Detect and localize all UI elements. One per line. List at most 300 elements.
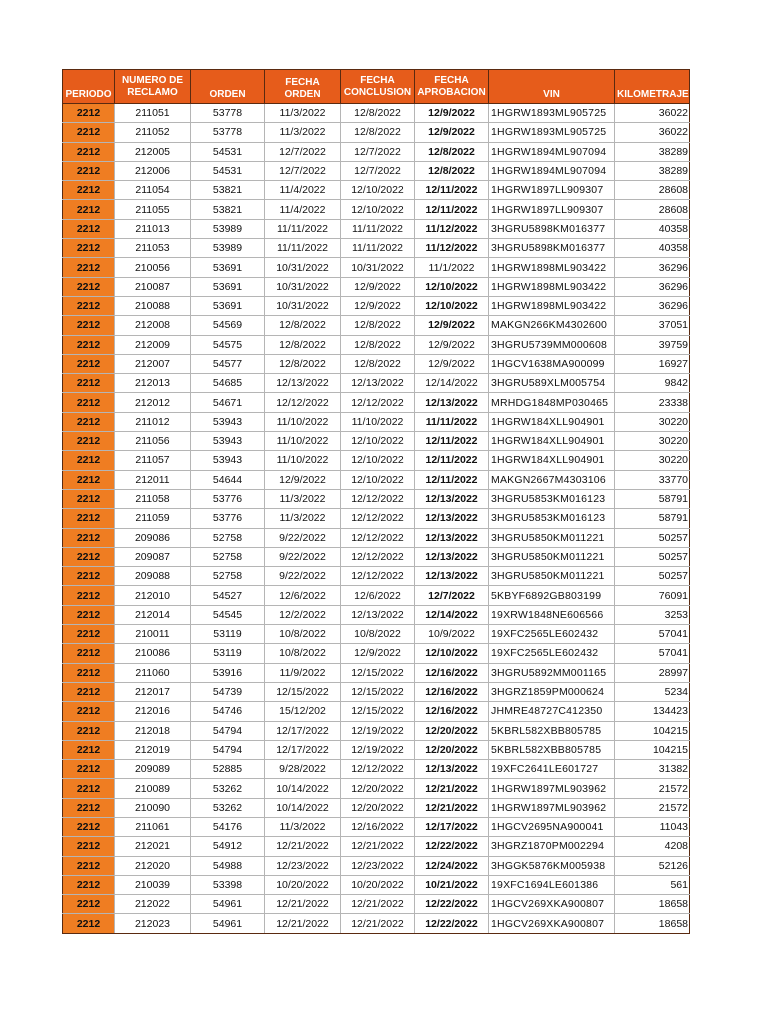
cell-orden: 54176	[191, 817, 265, 836]
cell-reclamo: 209086	[115, 528, 191, 547]
col-header-vin: VIN	[489, 70, 615, 104]
cell-fecha-orden: 11/9/2022	[265, 663, 341, 682]
cell-fecha-conclusion: 12/8/2022	[341, 335, 415, 354]
cell-kilometraje: 11043	[615, 817, 690, 836]
cell-orden: 52758	[191, 528, 265, 547]
cell-orden: 53989	[191, 239, 265, 258]
cell-fecha-conclusion: 12/21/2022	[341, 895, 415, 914]
cell-kilometraje: 50257	[615, 528, 690, 547]
table-row	[63, 528, 690, 547]
table-row	[63, 740, 690, 759]
table-row	[63, 123, 690, 142]
cell-fecha-conclusion: 12/10/2022	[341, 200, 415, 219]
cell-orden: 53119	[191, 644, 265, 663]
cell-reclamo: 212013	[115, 374, 191, 393]
cell-orden: 54961	[191, 895, 265, 914]
cell-fecha-conclusion: 10/20/2022	[341, 875, 415, 894]
cell-fecha-aprobacion: 12/13/2022	[415, 567, 489, 586]
cell-vin: 19XRW1848NE606566	[489, 605, 615, 624]
cell-kilometraje: 57041	[615, 625, 690, 644]
cell-reclamo: 211053	[115, 239, 191, 258]
cell-fecha-aprobacion: 12/7/2022	[415, 586, 489, 605]
cell-kilometraje: 36296	[615, 258, 690, 277]
cell-fecha-orden: 12/8/2022	[265, 354, 341, 373]
cell-fecha-conclusion: 12/8/2022	[341, 354, 415, 373]
cell-fecha-aprobacion: 12/11/2022	[415, 432, 489, 451]
cell-orden: 53916	[191, 663, 265, 682]
cell-kilometraje: 39759	[615, 335, 690, 354]
cell-orden: 54545	[191, 605, 265, 624]
cell-fecha-aprobacion: 12/11/2022	[415, 200, 489, 219]
cell-vin: 3HGRU5850KM011221	[489, 547, 615, 566]
cell-periodo: 2212	[63, 104, 115, 123]
cell-periodo: 2212	[63, 200, 115, 219]
cell-fecha-orden: 11/3/2022	[265, 489, 341, 508]
cell-vin: 1HGRW1897ML903962	[489, 779, 615, 798]
cell-vin: 1HGRW1898ML903422	[489, 296, 615, 315]
cell-fecha-aprobacion: 12/9/2022	[415, 104, 489, 123]
cell-fecha-aprobacion: 12/16/2022	[415, 682, 489, 701]
cell-fecha-aprobacion: 12/13/2022	[415, 489, 489, 508]
cell-reclamo: 212008	[115, 316, 191, 335]
cell-kilometraje: 50257	[615, 547, 690, 566]
cell-fecha-orden: 10/20/2022	[265, 875, 341, 894]
cell-fecha-orden: 12/8/2022	[265, 316, 341, 335]
cell-periodo: 2212	[63, 470, 115, 489]
cell-fecha-orden: 12/7/2022	[265, 142, 341, 161]
cell-vin: 5KBRL582XBB805785	[489, 740, 615, 759]
cell-periodo: 2212	[63, 740, 115, 759]
cell-periodo: 2212	[63, 895, 115, 914]
cell-orden: 54527	[191, 586, 265, 605]
cell-kilometraje: 30220	[615, 432, 690, 451]
cell-vin: 1HGRW1898ML903422	[489, 277, 615, 296]
cell-reclamo: 211051	[115, 104, 191, 123]
cell-orden: 54575	[191, 335, 265, 354]
cell-fecha-aprobacion: 12/17/2022	[415, 817, 489, 836]
cell-periodo: 2212	[63, 663, 115, 682]
cell-vin: 1HGRW1897LL909307	[489, 181, 615, 200]
col-header-periodo: PERIODO	[63, 70, 115, 104]
table-row	[63, 104, 690, 123]
cell-reclamo: 212021	[115, 837, 191, 856]
cell-vin: 3HGRU5898KM016377	[489, 219, 615, 238]
cell-periodo: 2212	[63, 567, 115, 586]
cell-fecha-orden: 9/22/2022	[265, 547, 341, 566]
table-row	[63, 567, 690, 586]
cell-reclamo: 212014	[115, 605, 191, 624]
cell-vin: MAKGN2667M4303106	[489, 470, 615, 489]
cell-kilometraje: 16927	[615, 354, 690, 373]
cell-fecha-aprobacion: 12/10/2022	[415, 277, 489, 296]
cell-fecha-orden: 10/14/2022	[265, 779, 341, 798]
cell-fecha-orden: 10/14/2022	[265, 798, 341, 817]
table-row	[63, 181, 690, 200]
cell-orden: 54746	[191, 702, 265, 721]
table-row	[63, 856, 690, 875]
cell-kilometraje: 58791	[615, 489, 690, 508]
cell-kilometraje: 38289	[615, 161, 690, 180]
table-row	[63, 239, 690, 258]
cell-reclamo: 210039	[115, 875, 191, 894]
table-row	[63, 142, 690, 161]
table-row	[63, 547, 690, 566]
cell-fecha-aprobacion: 11/11/2022	[415, 412, 489, 431]
cell-fecha-aprobacion: 12/8/2022	[415, 161, 489, 180]
table-row	[63, 875, 690, 894]
cell-orden: 54531	[191, 161, 265, 180]
cell-fecha-orden: 11/11/2022	[265, 219, 341, 238]
cell-vin: 3HGRU5853KM016123	[489, 489, 615, 508]
cell-reclamo: 211054	[115, 181, 191, 200]
cell-reclamo: 212007	[115, 354, 191, 373]
cell-fecha-orden: 12/9/2022	[265, 470, 341, 489]
cell-fecha-orden: 10/31/2022	[265, 296, 341, 315]
cell-fecha-conclusion: 12/8/2022	[341, 104, 415, 123]
cell-reclamo: 212022	[115, 895, 191, 914]
cell-fecha-orden: 11/10/2022	[265, 451, 341, 470]
cell-kilometraje: 104215	[615, 740, 690, 759]
cell-fecha-aprobacion: 12/21/2022	[415, 779, 489, 798]
table-row	[63, 663, 690, 682]
cell-fecha-conclusion: 12/21/2022	[341, 837, 415, 856]
cell-vin: 1HGCV1638MA900099	[489, 354, 615, 373]
cell-kilometraje: 36296	[615, 277, 690, 296]
cell-kilometraje: 4208	[615, 837, 690, 856]
cell-periodo: 2212	[63, 258, 115, 277]
cell-reclamo: 212009	[115, 335, 191, 354]
cell-fecha-aprobacion: 12/10/2022	[415, 296, 489, 315]
cell-kilometraje: 3253	[615, 605, 690, 624]
cell-fecha-conclusion: 12/15/2022	[341, 663, 415, 682]
cell-fecha-orden: 12/7/2022	[265, 161, 341, 180]
cell-fecha-orden: 9/22/2022	[265, 567, 341, 586]
cell-orden: 53691	[191, 258, 265, 277]
table-row	[63, 335, 690, 354]
cell-fecha-conclusion: 10/31/2022	[341, 258, 415, 277]
cell-vin: 3HGGK5876KM005938	[489, 856, 615, 875]
cell-orden: 54685	[191, 374, 265, 393]
cell-vin: MAKGN266KM4302600	[489, 316, 615, 335]
cell-fecha-conclusion: 12/10/2022	[341, 432, 415, 451]
cell-fecha-conclusion: 12/20/2022	[341, 779, 415, 798]
cell-vin: 3HGRU589XLM005754	[489, 374, 615, 393]
col-header-orden: ORDEN	[191, 70, 265, 104]
cell-kilometraje: 23338	[615, 393, 690, 412]
cell-kilometraje: 36022	[615, 104, 690, 123]
table-row	[63, 161, 690, 180]
cell-fecha-orden: 11/3/2022	[265, 817, 341, 836]
cell-fecha-aprobacion: 12/11/2022	[415, 451, 489, 470]
cell-fecha-conclusion: 12/23/2022	[341, 856, 415, 875]
cell-kilometraje: 18658	[615, 914, 690, 933]
cell-periodo: 2212	[63, 277, 115, 296]
cell-fecha-orden: 12/21/2022	[265, 914, 341, 933]
cell-orden: 54644	[191, 470, 265, 489]
cell-reclamo: 211052	[115, 123, 191, 142]
cell-reclamo: 212006	[115, 161, 191, 180]
cell-kilometraje: 33770	[615, 470, 690, 489]
cell-orden: 54739	[191, 682, 265, 701]
cell-kilometraje: 28608	[615, 181, 690, 200]
cell-periodo: 2212	[63, 528, 115, 547]
cell-vin: 19XFC2565LE602432	[489, 644, 615, 663]
cell-fecha-conclusion: 12/13/2022	[341, 605, 415, 624]
cell-reclamo: 211059	[115, 509, 191, 528]
cell-fecha-orden: 11/3/2022	[265, 104, 341, 123]
cell-periodo: 2212	[63, 296, 115, 315]
cell-vin: 1HGCV2695NA900041	[489, 817, 615, 836]
cell-fecha-aprobacion: 12/22/2022	[415, 914, 489, 933]
cell-fecha-conclusion: 12/6/2022	[341, 586, 415, 605]
cell-fecha-orden: 12/8/2022	[265, 335, 341, 354]
cell-fecha-aprobacion: 12/24/2022	[415, 856, 489, 875]
cell-periodo: 2212	[63, 798, 115, 817]
cell-periodo: 2212	[63, 239, 115, 258]
table-row	[63, 644, 690, 663]
cell-fecha-conclusion: 12/19/2022	[341, 740, 415, 759]
cell-fecha-conclusion: 12/9/2022	[341, 277, 415, 296]
table-row	[63, 760, 690, 779]
cell-fecha-orden: 11/10/2022	[265, 432, 341, 451]
cell-periodo: 2212	[63, 837, 115, 856]
table-row	[63, 393, 690, 412]
cell-fecha-aprobacion: 12/13/2022	[415, 528, 489, 547]
cell-vin: 1HGCV269XKA900807	[489, 914, 615, 933]
cell-orden: 53821	[191, 181, 265, 200]
cell-fecha-aprobacion: 12/14/2022	[415, 605, 489, 624]
cell-periodo: 2212	[63, 509, 115, 528]
cell-fecha-conclusion: 12/15/2022	[341, 682, 415, 701]
cell-reclamo: 212011	[115, 470, 191, 489]
cell-fecha-orden: 10/8/2022	[265, 644, 341, 663]
cell-orden: 53776	[191, 489, 265, 508]
col-header-reclamo: NUMERO DE RECLAMO	[115, 70, 191, 104]
cell-orden: 52758	[191, 567, 265, 586]
cell-fecha-conclusion: 12/12/2022	[341, 509, 415, 528]
cell-fecha-orden: 10/8/2022	[265, 625, 341, 644]
cell-fecha-orden: 12/17/2022	[265, 721, 341, 740]
cell-reclamo: 210086	[115, 644, 191, 663]
cell-fecha-conclusion: 12/7/2022	[341, 142, 415, 161]
cell-fecha-conclusion: 12/8/2022	[341, 316, 415, 335]
cell-vin: 19XFC2565LE602432	[489, 625, 615, 644]
cell-periodo: 2212	[63, 682, 115, 701]
cell-orden: 53398	[191, 875, 265, 894]
cell-reclamo: 211058	[115, 489, 191, 508]
cell-fecha-orden: 12/21/2022	[265, 895, 341, 914]
cell-fecha-conclusion: 12/12/2022	[341, 489, 415, 508]
cell-orden: 54577	[191, 354, 265, 373]
cell-periodo: 2212	[63, 547, 115, 566]
table-row	[63, 837, 690, 856]
cell-vin: 3HGRU5739MM000608	[489, 335, 615, 354]
cell-fecha-aprobacion: 12/13/2022	[415, 547, 489, 566]
cell-reclamo: 210090	[115, 798, 191, 817]
cell-fecha-aprobacion: 12/9/2022	[415, 316, 489, 335]
cell-orden: 53778	[191, 123, 265, 142]
cell-orden: 53262	[191, 798, 265, 817]
cell-periodo: 2212	[63, 335, 115, 354]
cell-kilometraje: 36022	[615, 123, 690, 142]
cell-vin: 1HGRW1893ML905725	[489, 104, 615, 123]
cell-vin: JHMRE48727C412350	[489, 702, 615, 721]
cell-fecha-aprobacion: 12/14/2022	[415, 374, 489, 393]
cell-reclamo: 210088	[115, 296, 191, 315]
cell-periodo: 2212	[63, 316, 115, 335]
table-row	[63, 682, 690, 701]
cell-fecha-conclusion: 11/10/2022	[341, 412, 415, 431]
table-row	[63, 432, 690, 451]
cell-orden: 53262	[191, 779, 265, 798]
cell-fecha-orden: 12/12/2022	[265, 393, 341, 412]
cell-kilometraje: 30220	[615, 451, 690, 470]
cell-kilometraje: 52126	[615, 856, 690, 875]
cell-orden: 53776	[191, 509, 265, 528]
cell-periodo: 2212	[63, 625, 115, 644]
cell-orden: 53943	[191, 451, 265, 470]
cell-fecha-conclusion: 12/12/2022	[341, 760, 415, 779]
cell-fecha-orden: 9/22/2022	[265, 528, 341, 547]
cell-fecha-aprobacion: 12/10/2022	[415, 644, 489, 663]
cell-fecha-conclusion: 12/19/2022	[341, 721, 415, 740]
cell-fecha-aprobacion: 11/12/2022	[415, 239, 489, 258]
cell-reclamo: 212023	[115, 914, 191, 933]
cell-reclamo: 212017	[115, 682, 191, 701]
cell-fecha-conclusion: 12/12/2022	[341, 528, 415, 547]
cell-periodo: 2212	[63, 817, 115, 836]
table-row	[63, 509, 690, 528]
table-row	[63, 412, 690, 431]
cell-fecha-conclusion: 12/21/2022	[341, 914, 415, 933]
cell-fecha-aprobacion: 12/8/2022	[415, 142, 489, 161]
cell-reclamo: 211012	[115, 412, 191, 431]
cell-kilometraje: 40358	[615, 239, 690, 258]
cell-reclamo: 209089	[115, 760, 191, 779]
cell-vin: 1HGRW184XLL904901	[489, 412, 615, 431]
table-row	[63, 625, 690, 644]
cell-orden: 53821	[191, 200, 265, 219]
cell-vin: 3HGRU5892MM001165	[489, 663, 615, 682]
cell-orden: 53691	[191, 296, 265, 315]
cell-vin: 1HGRW1894ML907094	[489, 161, 615, 180]
cell-reclamo: 211057	[115, 451, 191, 470]
cell-periodo: 2212	[63, 489, 115, 508]
cell-fecha-conclusion: 12/13/2022	[341, 374, 415, 393]
cell-kilometraje: 9842	[615, 374, 690, 393]
cell-periodo: 2212	[63, 181, 115, 200]
cell-periodo: 2212	[63, 432, 115, 451]
cell-vin: 5KBYF6892GB803199	[489, 586, 615, 605]
cell-fecha-aprobacion: 12/20/2022	[415, 740, 489, 759]
cell-orden: 53989	[191, 219, 265, 238]
table-row	[63, 354, 690, 373]
cell-fecha-aprobacion: 12/11/2022	[415, 470, 489, 489]
cell-periodo: 2212	[63, 219, 115, 238]
cell-periodo: 2212	[63, 374, 115, 393]
cell-orden: 54912	[191, 837, 265, 856]
cell-fecha-aprobacion: 12/16/2022	[415, 663, 489, 682]
cell-periodo: 2212	[63, 914, 115, 933]
cell-vin: 3HGRU5853KM016123	[489, 509, 615, 528]
cell-reclamo: 209088	[115, 567, 191, 586]
table-row	[63, 586, 690, 605]
cell-kilometraje: 28608	[615, 200, 690, 219]
cell-reclamo: 210089	[115, 779, 191, 798]
table-row	[63, 374, 690, 393]
cell-periodo: 2212	[63, 412, 115, 431]
cell-orden: 54569	[191, 316, 265, 335]
cell-fecha-orden: 10/31/2022	[265, 258, 341, 277]
cell-orden: 54671	[191, 393, 265, 412]
cell-reclamo: 212019	[115, 740, 191, 759]
cell-kilometraje: 40358	[615, 219, 690, 238]
cell-periodo: 2212	[63, 451, 115, 470]
cell-vin: 3HGRZ1870PM002294	[489, 837, 615, 856]
cell-fecha-conclusion: 12/10/2022	[341, 470, 415, 489]
table-row	[63, 817, 690, 836]
cell-orden: 54531	[191, 142, 265, 161]
cell-kilometraje: 561	[615, 875, 690, 894]
cell-fecha-aprobacion: 12/11/2022	[415, 181, 489, 200]
cell-fecha-conclusion: 12/10/2022	[341, 451, 415, 470]
cell-fecha-conclusion: 10/8/2022	[341, 625, 415, 644]
cell-fecha-conclusion: 11/11/2022	[341, 239, 415, 258]
cell-fecha-conclusion: 12/20/2022	[341, 798, 415, 817]
cell-kilometraje: 38289	[615, 142, 690, 161]
cell-periodo: 2212	[63, 605, 115, 624]
cell-kilometraje: 21572	[615, 798, 690, 817]
cell-kilometraje: 76091	[615, 586, 690, 605]
cell-fecha-orden: 11/4/2022	[265, 200, 341, 219]
cell-kilometraje: 104215	[615, 721, 690, 740]
cell-fecha-orden: 11/3/2022	[265, 123, 341, 142]
cell-fecha-conclusion: 12/15/2022	[341, 702, 415, 721]
cell-reclamo: 210087	[115, 277, 191, 296]
cell-vin: 1HGRW1898ML903422	[489, 258, 615, 277]
cell-fecha-aprobacion: 12/9/2022	[415, 335, 489, 354]
cell-orden: 54794	[191, 721, 265, 740]
cell-fecha-orden: 11/3/2022	[265, 509, 341, 528]
cell-vin: 19XFC1694LE601386	[489, 875, 615, 894]
cell-fecha-orden: 11/4/2022	[265, 181, 341, 200]
cell-fecha-aprobacion: 11/12/2022	[415, 219, 489, 238]
cell-fecha-aprobacion: 10/9/2022	[415, 625, 489, 644]
table-row	[63, 914, 690, 933]
cell-periodo: 2212	[63, 856, 115, 875]
cell-kilometraje: 28997	[615, 663, 690, 682]
cell-vin: 1HGRW1897LL909307	[489, 200, 615, 219]
table-row	[63, 258, 690, 277]
cell-vin: 1HGRW1897ML903962	[489, 798, 615, 817]
cell-fecha-orden: 9/28/2022	[265, 760, 341, 779]
cell-periodo: 2212	[63, 644, 115, 663]
cell-periodo: 2212	[63, 779, 115, 798]
table-row	[63, 200, 690, 219]
cell-fecha-aprobacion: 12/13/2022	[415, 509, 489, 528]
cell-kilometraje: 36296	[615, 296, 690, 315]
cell-fecha-orden: 12/17/2022	[265, 740, 341, 759]
cell-kilometraje: 37051	[615, 316, 690, 335]
table-row	[63, 277, 690, 296]
cell-reclamo: 211055	[115, 200, 191, 219]
cell-fecha-aprobacion: 10/21/2022	[415, 875, 489, 894]
cell-kilometraje: 21572	[615, 779, 690, 798]
cell-fecha-orden: 10/31/2022	[265, 277, 341, 296]
table-row	[63, 296, 690, 315]
cell-fecha-aprobacion: 12/9/2022	[415, 123, 489, 142]
cell-reclamo: 211060	[115, 663, 191, 682]
